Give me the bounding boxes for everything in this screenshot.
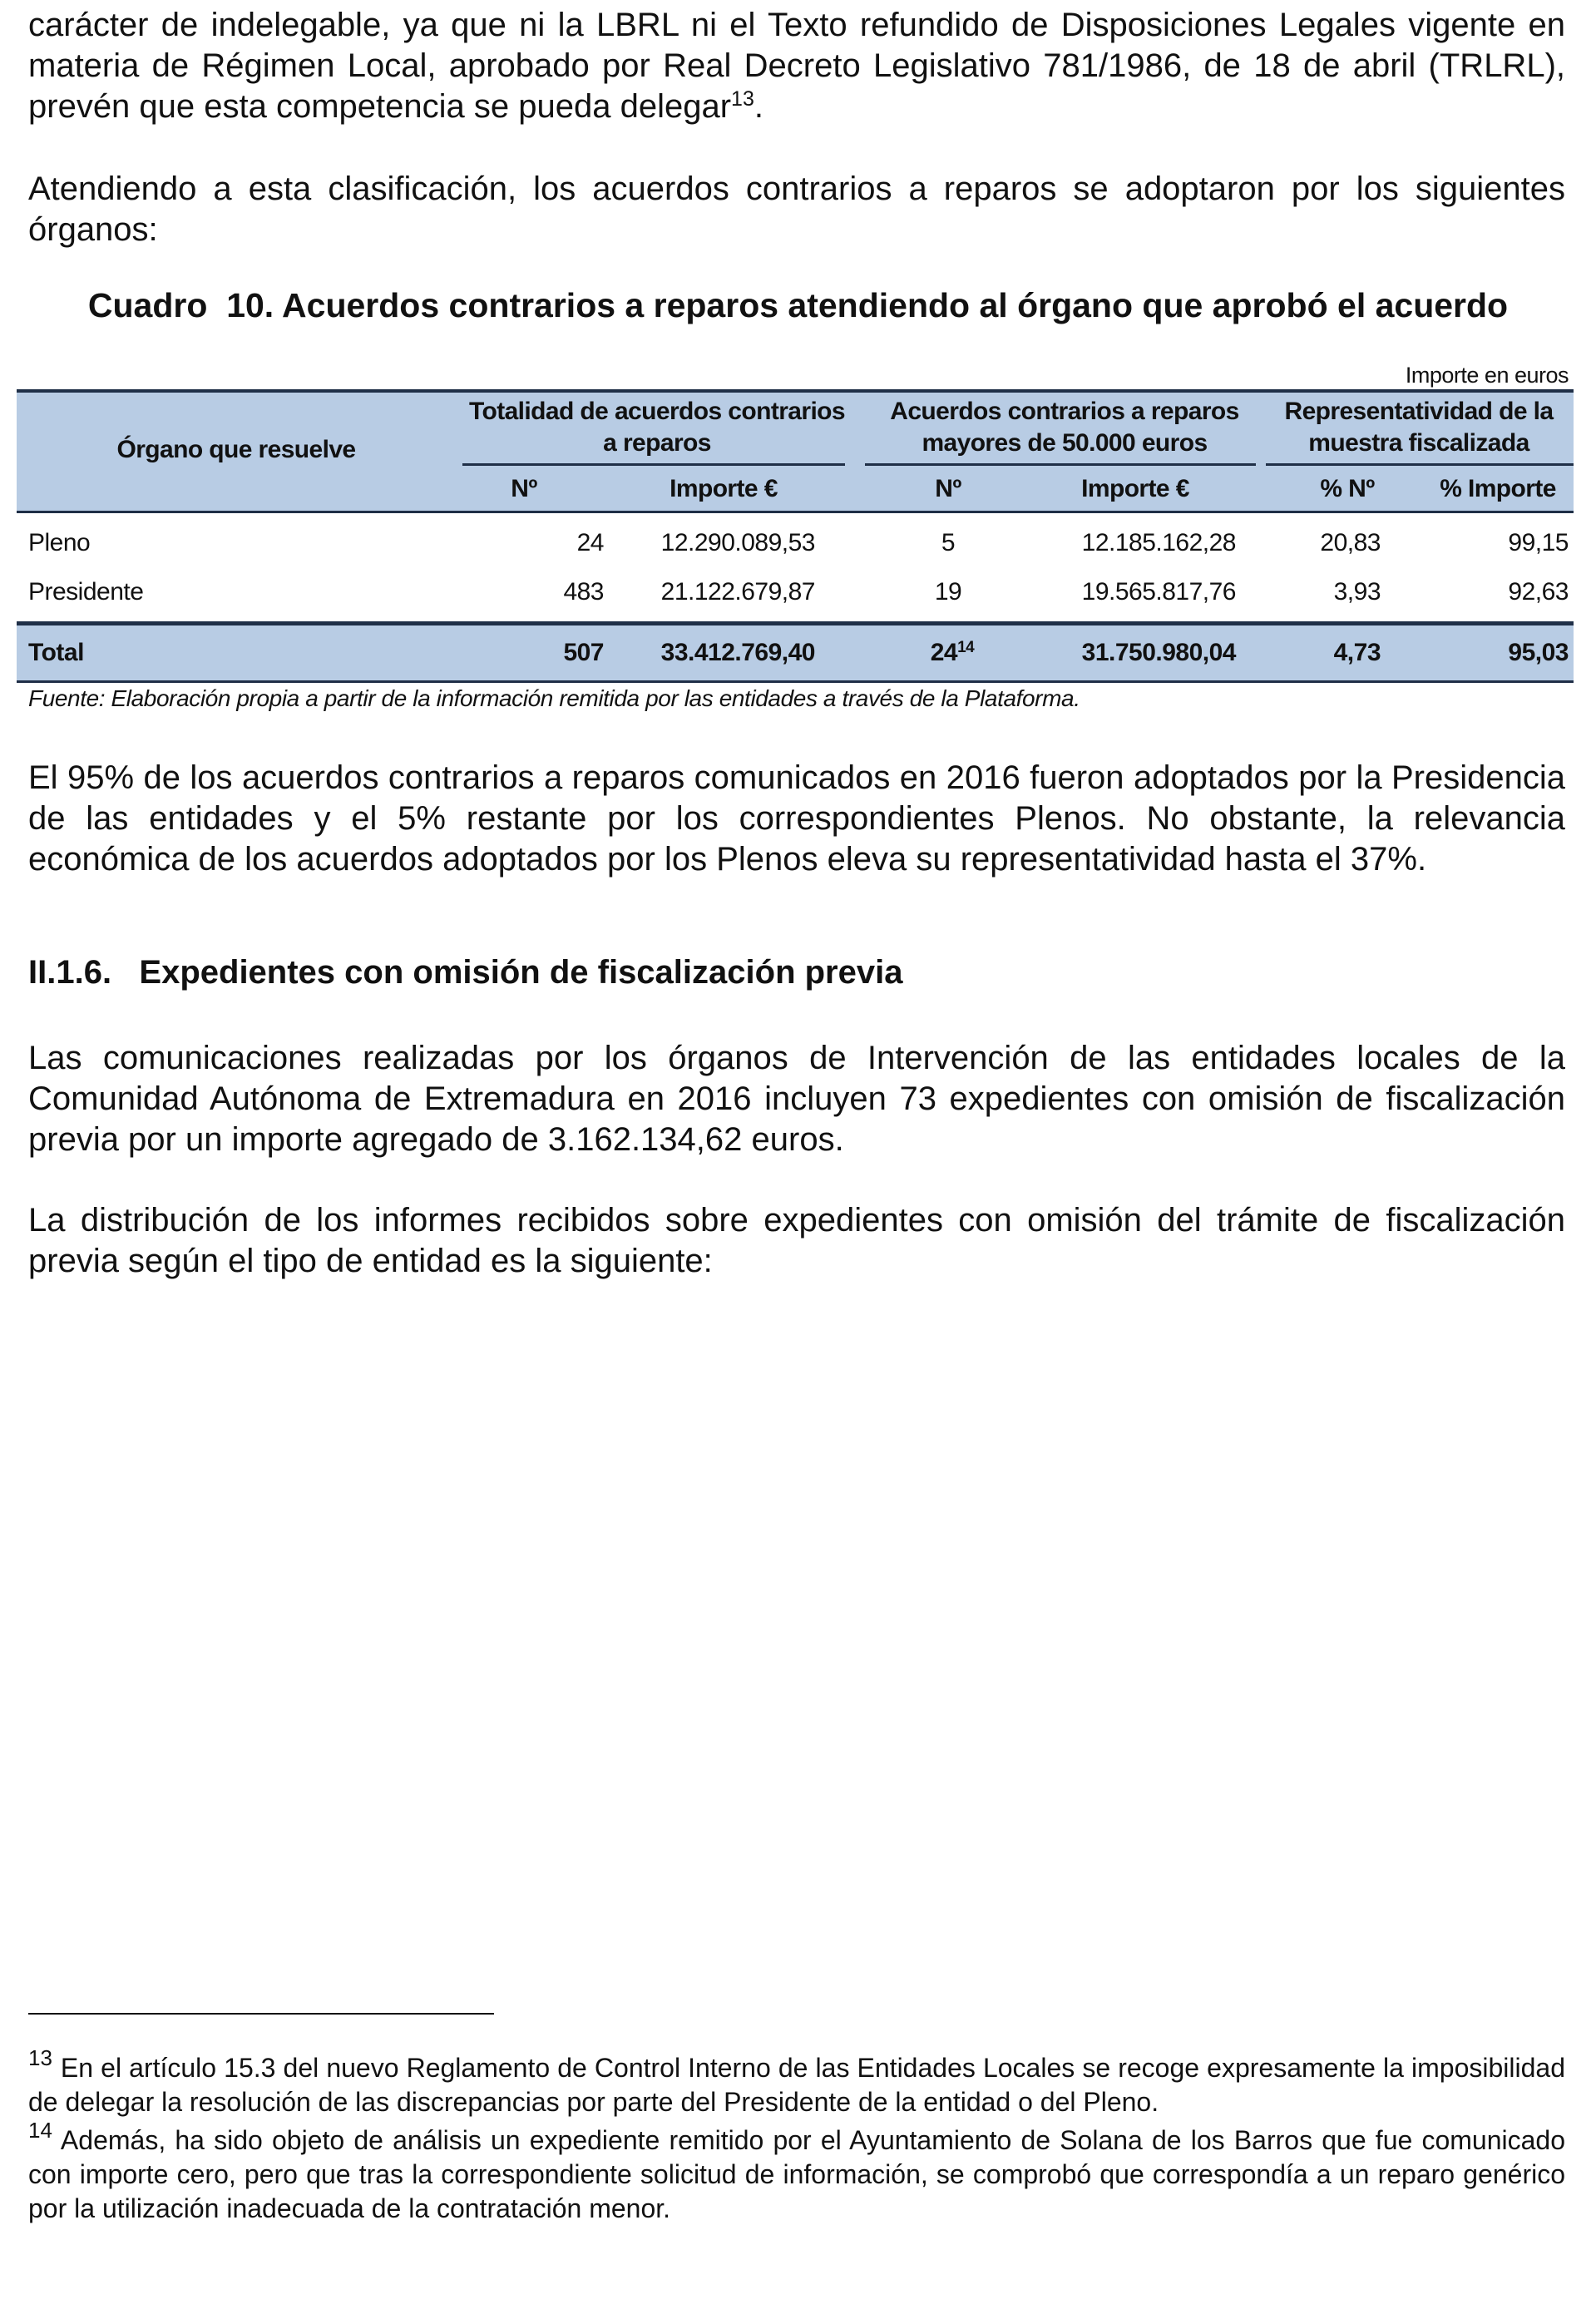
table-caption: Cuadro 10. Acuerdos contrarios a reparos atendiendo al órgano que aprobó el acuerdo bbox=[87, 286, 1509, 324]
cell-total-pct-importe: 95,03 bbox=[1508, 639, 1569, 666]
cell-n: 483 bbox=[563, 578, 604, 606]
cell-importe: 12.290.089,53 bbox=[660, 529, 815, 556]
footnote-separator bbox=[28, 2013, 494, 2015]
footnote-13 bbox=[28, 2045, 1565, 2119]
classification-paragraph: Atendiendo a esta clasificación, los acuerdos contrarios a reparos se adoptaron por los siguientes órganos: bbox=[28, 171, 1565, 248]
cell-pct-importe: 92,63 bbox=[1508, 578, 1569, 606]
header-sub-n-mayores: Nº bbox=[935, 475, 961, 502]
cell-importe-mayores: 12.185.162,28 bbox=[1081, 529, 1236, 556]
data-table bbox=[17, 361, 1574, 714]
header-group-line bbox=[1266, 463, 1574, 466]
cell-total-importe-mayores: 31.750.980,04 bbox=[1081, 639, 1236, 666]
distribucion-paragraph: La distribución de los informes recibidos sobre expedientes con omisión del trámite de fiscalización previa según el tipo de entidad es la siguiente: bbox=[28, 1202, 1565, 1279]
cell-total-n-mayores bbox=[907, 625, 998, 680]
cell-total-label: Total bbox=[28, 639, 84, 666]
table-header bbox=[17, 389, 1574, 513]
footnote-14-number: 14 bbox=[28, 2118, 52, 2143]
table-units: Importe en euros bbox=[1405, 363, 1569, 388]
header-organ: Órgano que resuelve bbox=[116, 436, 356, 463]
footnote-13-text: En el artículo 15.3 del nuevo Reglamento de Control Interno de las Entidades Locales se recoge expresamente la imposibilidad de delegar la resolución de las discrepancias por parte del Presidente de la entidad o del Pleno. bbox=[28, 2053, 1565, 2117]
cell-total-importe: 33.412.769,40 bbox=[660, 639, 815, 666]
analysis-paragraph: El 95% de los acuerdos contrarios a reparos comunicados en 2016 fueron adoptados por la Presidencia de las entidades y el 5% restante por los correspondientes Plenos. No obstante, la relevancia económica de los acuerdos adoptados por los Plenos eleva su representatividad hasta el 37%. bbox=[28, 759, 1565, 878]
cell-pct-importe: 99,15 bbox=[1508, 529, 1569, 556]
cell-organ: Pleno bbox=[28, 529, 91, 556]
table-row bbox=[17, 518, 1574, 567]
header-sub-n-total: Nº bbox=[511, 475, 537, 502]
omision-paragraph: Las comunicaciones realizadas por los órganos de Intervención de las entidades locales de la Comunidad Autónoma de Extremadura en 2016 incluyen 73 expedientes con omisión de fiscalización previa por un importe agregado de 3.162.134,62 euros. bbox=[28, 1040, 1565, 1158]
header-sub-pct-importe: % Importe bbox=[1440, 475, 1556, 502]
intro-paragraph-end: . bbox=[754, 88, 763, 125]
header-sub-importe-mayores: Importe € bbox=[1081, 475, 1189, 502]
cell-total-n: 507 bbox=[563, 639, 604, 666]
header-group-totalidad: Totalidad de acuerdos contrarios a reparos bbox=[468, 398, 845, 457]
cell-importe-mayores: 19.565.817,76 bbox=[1081, 578, 1236, 606]
header-group-line bbox=[462, 463, 845, 466]
cell-pct-n: 20,83 bbox=[1320, 529, 1381, 556]
footnote-ref-13[interactable]: 13 bbox=[731, 87, 754, 111]
footnote-14-text: Además, ha sido objeto de análisis un expediente remitido por el Ayuntamiento de Solana de los Barros que fue comunicado con importe cero, pero que tras la correspondiente solicitud de información, se comprobó que correspondía a un reparo genérico por la utilización inadecuada de la contratación menor. bbox=[28, 2125, 1565, 2223]
table-total-row bbox=[17, 621, 1574, 683]
intro-paragraph-text: carácter de indelegable, ya que ni la LBRL ni el Texto refundido de Disposiciones Legales vigente en materia de Régimen Local, aprobado por Real Decreto Legislativo 781/1986, de 18 de abril (TRLRL), prevén que esta competencia se pueda delegar bbox=[28, 7, 1565, 125]
cell-n: 24 bbox=[576, 529, 604, 556]
cell-pct-n: 3,93 bbox=[1333, 578, 1381, 606]
footnote-14 bbox=[28, 2118, 1565, 2226]
table-row bbox=[17, 567, 1574, 616]
header-sub-importe-total: Importe € bbox=[670, 475, 778, 502]
cell-importe: 21.122.679,87 bbox=[660, 578, 815, 606]
cell-total-n-mayores-value: 24 bbox=[930, 639, 958, 666]
footnote-13-number: 13 bbox=[28, 2045, 52, 2070]
header-group-mayores: Acuerdos contrarios a reparos mayores de 50.000 euros bbox=[890, 398, 1239, 457]
cell-n-mayores: 19 bbox=[934, 578, 962, 606]
cell-n-mayores: 5 bbox=[941, 529, 956, 556]
section-heading: II.1.6. Expedientes con omisión de fiscalización previa bbox=[28, 954, 903, 991]
cell-total-pct-n: 4,73 bbox=[1333, 639, 1381, 666]
header-group-representatividad: Representatividad de la muestra fiscalizada bbox=[1284, 398, 1554, 457]
intro-paragraph bbox=[28, 5, 1565, 127]
header-group-line bbox=[865, 463, 1256, 466]
table-source: Fuente: Elaboración propia a partir de la información remitida por las entidades a través de la Plataforma. bbox=[28, 685, 1080, 711]
cell-organ: Presidente bbox=[28, 578, 144, 606]
footnote-ref-14[interactable]: 14 bbox=[957, 639, 975, 656]
header-sub-pct-n: % Nº bbox=[1320, 475, 1375, 502]
